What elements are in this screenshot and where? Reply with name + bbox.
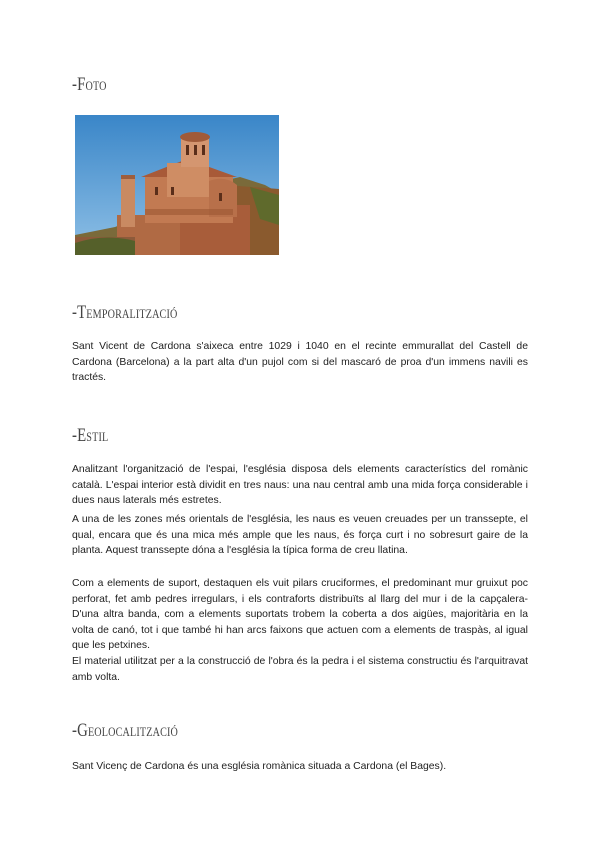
paragraph-estil-1: Analitzant l'organització de l'espai, l'església disposa dels elements característics del romànic català. L'espai interior està dividit en tres naus: una nau central amb una mida força considerable i dues naus laterals més estretes. — [72, 464, 528, 507]
paragraph-geolocalitzacio: Sant Vicenç de Cardona és una església romànica situada a Cardona (el Bages). — [72, 761, 447, 772]
church-photo — [75, 115, 279, 255]
heading-estil: -Estil — [72, 425, 109, 446]
paragraph-estil-4: El material utilitzat per a la construcció de l'obra és la pedra i el sistema constructiu és l'arquitravat amb volta. — [72, 656, 528, 683]
heading-temporalitzacio: -Temporalització — [72, 302, 178, 323]
heading-geolocalitzacio: -Geolocalització — [72, 720, 179, 741]
church-image — [75, 115, 279, 255]
paragraph-temporalitzacio: Sant Vicent de Cardona s'aixeca entre 1029 i 1040 en el recinte emmurallat del Castell de Cardona (Barcelona) a la part alta d'un pujol com si del mascaró de proa d'un immens navili es tractés. — [72, 341, 528, 384]
paragraph-estil-3: Com a elements de suport, destaquen els vuit pilars cruciformes, el predominant mur gruixut poc perforat, fet amb pedres irregulars, i els contraforts distribuïts al llarg del mur i de la capçalera- D'una altra banda, com a elements suportats trobem la coberta a dos aigües, majoritària en la volta de canó, tot i que també hi han arcs faixons que actuen com a elements de traspàs, al igual que les petxines. — [72, 578, 528, 652]
heading-foto: -Foto — [72, 74, 107, 95]
paragraph-estil-2: A una de les zones més orientals de l'església, les naus es veuen creuades per un transsepte, el qual, encara que és una mica més ample que les naus, és força curt i no sobresurt gaire de la planta. Aquest transsepte dóna a l'església la típica forma de creu llatina. — [72, 514, 528, 557]
